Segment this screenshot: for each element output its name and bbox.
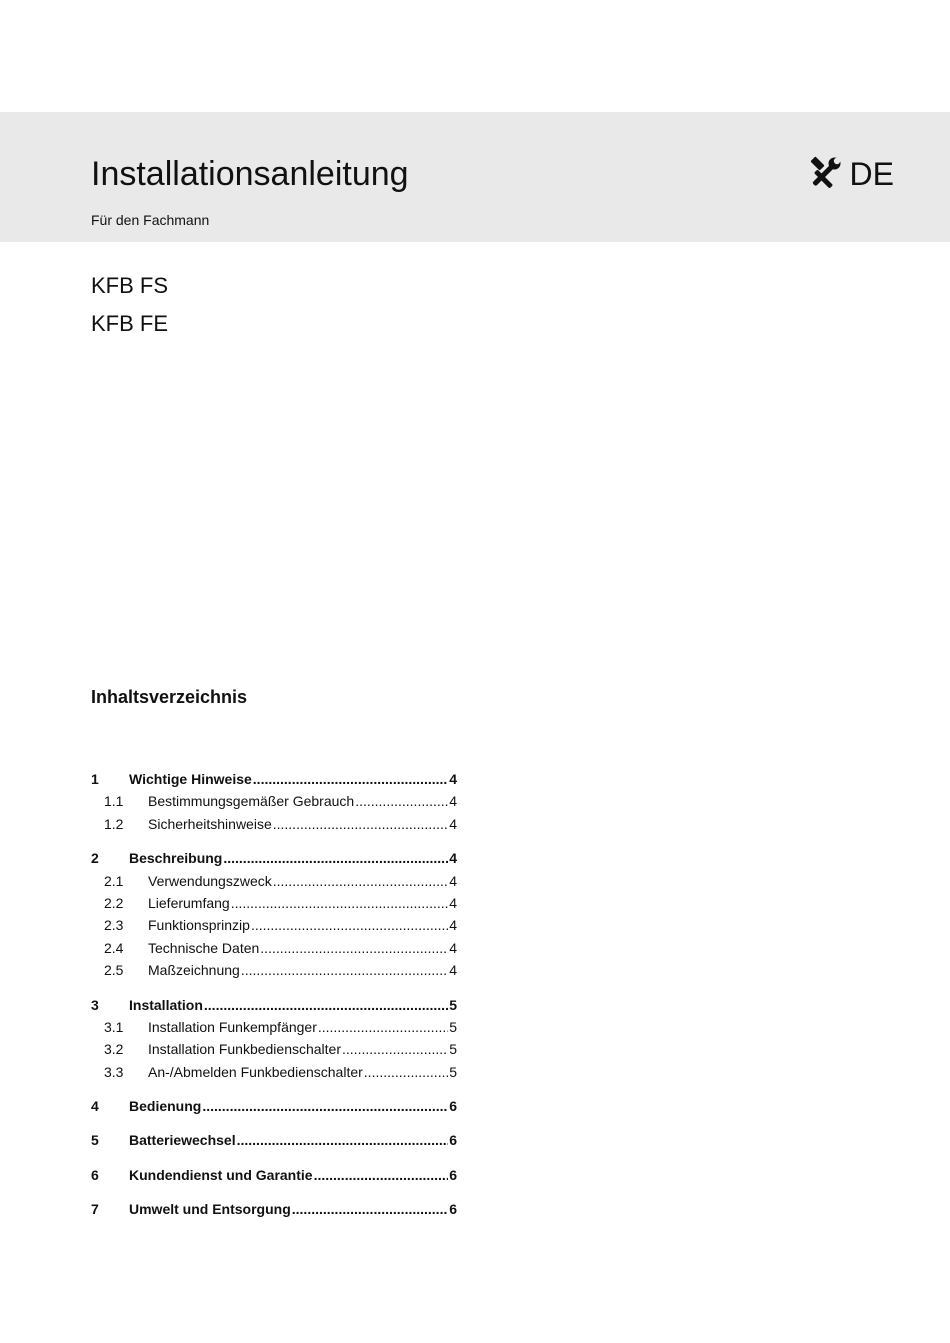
toc-page: 5 — [449, 1018, 457, 1035]
toc-label: Sicherheitshinweise — [148, 815, 272, 832]
toc-leader — [204, 994, 448, 1016]
toc-section — [91, 1164, 457, 1186]
toc-entry[interactable] — [91, 768, 457, 790]
toc-number: 7 — [91, 1201, 99, 1218]
toc-leader — [260, 937, 448, 959]
toc-heading: Inhaltsverzeichnis — [91, 687, 248, 707]
toc-page: 6 — [449, 1132, 457, 1149]
toc-label: Funktionsprinzip — [148, 917, 250, 934]
toc-leader — [355, 790, 448, 812]
toc-label: Maßzeichnung — [148, 962, 240, 979]
toc-subentry[interactable] — [91, 790, 457, 812]
toc-page: 6 — [449, 1201, 457, 1218]
toc-entry[interactable] — [91, 1164, 457, 1186]
toc-leader — [314, 1164, 449, 1186]
toc-leader — [273, 870, 448, 892]
toc-section — [91, 994, 457, 1084]
model-name-1: KFB FS — [91, 273, 169, 298]
toc-number: 2.1 — [104, 872, 124, 889]
toc-label: Installation Funkempfänger — [148, 1018, 317, 1035]
toc-entry[interactable] — [91, 994, 457, 1016]
toc-subentry[interactable] — [91, 937, 457, 959]
toc-section — [91, 1198, 457, 1220]
toc-leader — [364, 1061, 448, 1083]
toc-section — [91, 1129, 457, 1151]
table-of-contents — [91, 768, 457, 1233]
toc-label: An-/Abmelden Funkbedienschalter — [148, 1063, 363, 1080]
toc-number: 2.4 — [104, 939, 124, 956]
toc-page: 4 — [449, 894, 457, 911]
toc-number: 3.3 — [104, 1063, 124, 1080]
toc-subentry[interactable] — [91, 870, 457, 892]
toc-label: Verwendungszweck — [148, 872, 272, 889]
toc-label: Bestimmungsgemäßer Gebrauch — [148, 793, 355, 810]
toc-page: 4 — [449, 962, 457, 979]
toc-leader — [318, 1016, 448, 1038]
toc-subentry[interactable] — [91, 1061, 457, 1083]
toc-leader — [292, 1198, 448, 1220]
toc-leader — [273, 813, 448, 835]
toc-page: 6 — [449, 1098, 457, 1115]
toc-number: 1.2 — [104, 815, 124, 832]
toc-page: 6 — [449, 1166, 457, 1183]
toc-page: 4 — [449, 917, 457, 934]
toc-number: 6 — [91, 1166, 99, 1183]
toc-number: 5 — [91, 1132, 99, 1149]
toc-label: Lieferumfang — [148, 894, 230, 911]
toc-leader — [253, 768, 448, 790]
toc-label: Beschreibung — [129, 850, 223, 867]
toc-leader — [223, 847, 448, 869]
toc-number: 4 — [91, 1098, 99, 1115]
toc-entry[interactable] — [91, 1198, 457, 1220]
toc-section — [91, 768, 457, 835]
toc-number: 3.2 — [104, 1041, 124, 1058]
toc-label: Installation — [129, 996, 203, 1013]
toc-subentry[interactable] — [91, 1016, 457, 1038]
toc-leader — [251, 914, 448, 936]
toc-number: 3.1 — [104, 1018, 124, 1035]
document-subtitle: Für den Fachmann — [91, 212, 210, 228]
toc-leader — [231, 892, 448, 914]
toc-page: 4 — [449, 771, 457, 787]
toc-page: 5 — [449, 1041, 457, 1058]
toc-page: 4 — [449, 939, 457, 956]
toc-number: 2.5 — [104, 962, 124, 979]
toc-number: 2 — [91, 850, 99, 867]
toc-entry[interactable] — [91, 1129, 457, 1151]
toc-leader — [202, 1095, 448, 1117]
toc-subentry[interactable] — [91, 959, 457, 981]
toc-number: 1 — [91, 771, 99, 787]
toc-subentry[interactable] — [91, 892, 457, 914]
toc-section — [91, 847, 457, 981]
toc-label: Technische Daten — [148, 939, 260, 956]
document-title: Installationsanleitung — [91, 155, 409, 193]
toc-label: Bedienung — [129, 1098, 202, 1115]
toc-label: Umwelt und Entsorgung — [129, 1201, 291, 1218]
toc-page: 4 — [449, 815, 457, 832]
toc-entry[interactable] — [91, 1095, 457, 1117]
model-name-2: KFB FE — [91, 311, 169, 336]
tools-icon — [806, 156, 842, 192]
language-code: DE — [849, 156, 894, 192]
toc-label: Kundendienst und Garantie — [129, 1166, 313, 1183]
toc-leader — [342, 1038, 448, 1060]
toc-leader — [241, 959, 448, 981]
toc-leader — [237, 1129, 449, 1151]
toc-number: 1.1 — [104, 793, 124, 810]
toc-page: 4 — [449, 872, 457, 889]
toc-entry[interactable] — [91, 847, 457, 869]
toc-page: 5 — [449, 1063, 457, 1080]
toc-label: Installation Funkbedienschalter — [148, 1041, 342, 1058]
language-indicator — [806, 154, 894, 194]
toc-subentry[interactable] — [91, 1038, 457, 1060]
toc-subentry[interactable] — [91, 813, 457, 835]
toc-number: 3 — [91, 996, 99, 1013]
toc-section — [91, 1095, 457, 1117]
toc-number: 2.2 — [104, 894, 124, 911]
toc-page: 4 — [449, 793, 457, 810]
toc-page: 4 — [449, 850, 457, 867]
toc-label: Batteriewechsel — [129, 1132, 236, 1149]
toc-number: 2.3 — [104, 917, 124, 934]
toc-page: 5 — [449, 996, 457, 1013]
toc-subentry[interactable] — [91, 914, 457, 936]
toc-label: Wichtige Hinweise — [129, 771, 252, 787]
